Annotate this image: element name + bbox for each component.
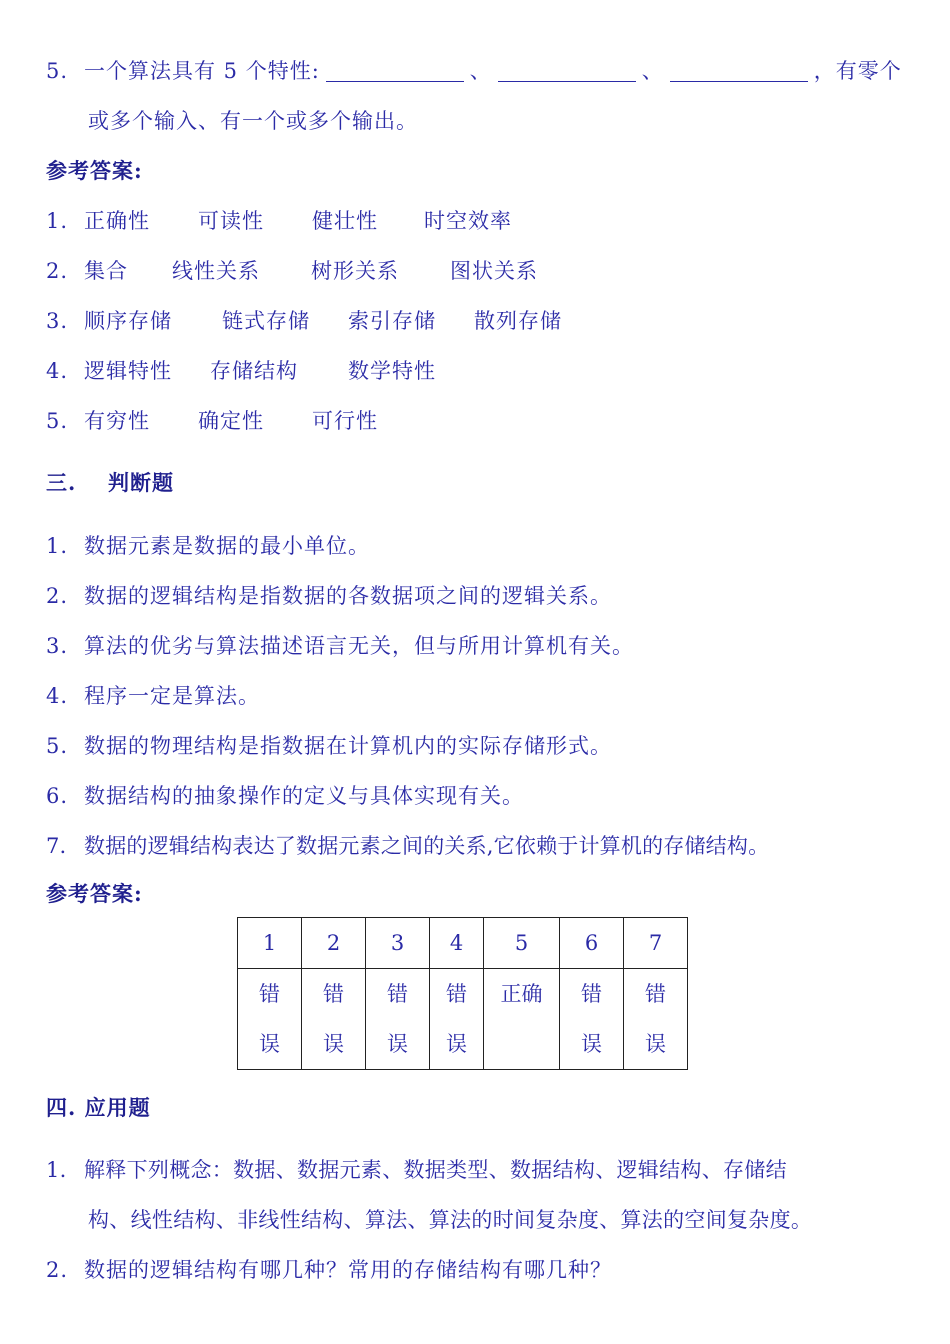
- answer-table-header: 1: [238, 918, 302, 969]
- question-text: 数据的逻辑结构是指数据的各数据项之间的逻辑关系。: [84, 584, 612, 608]
- answer-item: 可行性: [312, 409, 378, 433]
- question-number: 2.: [46, 1258, 69, 1282]
- question-text: 数据的逻辑结构有哪几种？常用的存储结构有哪几种？: [84, 1258, 612, 1282]
- answer-table-header-row: [238, 918, 688, 969]
- answer-row: [46, 406, 378, 436]
- judge-question: [46, 631, 634, 661]
- answer-item: 散列存储: [474, 309, 562, 333]
- question-number: 4.: [46, 684, 69, 708]
- answer-item: 顺序存储: [84, 309, 172, 333]
- answer-table-cell: [624, 969, 688, 1070]
- answer-item: 树形关系: [311, 259, 399, 283]
- answer-value: 错误: [259, 982, 280, 1056]
- section-title: 判断题: [108, 470, 174, 495]
- separator: 、: [641, 59, 664, 83]
- fill-blank-q5-cont: 或多个输入、有一个或多个输出。: [88, 109, 418, 133]
- answer-table-cell: [238, 969, 302, 1070]
- answer-row: [46, 206, 512, 236]
- section-heading-judge: [46, 468, 174, 498]
- answer-item: 健壮性: [312, 209, 378, 233]
- answer-item: 存储结构: [210, 359, 298, 383]
- answer-item: 数学特性: [348, 359, 436, 383]
- answer-value: 错误: [446, 982, 467, 1056]
- question-text: 数据的逻辑结构表达了数据元素之间的关系,它依赖于计算机的存储结构。: [84, 834, 770, 858]
- answer-table-cell: [366, 969, 430, 1070]
- section-heading-apply: 四. 应用题: [46, 1095, 151, 1120]
- answer-table-header: 6: [560, 918, 624, 969]
- question-number: 1.: [46, 534, 69, 558]
- answer-table: [237, 917, 688, 1070]
- judge-question: [46, 581, 612, 611]
- answer-value: 错误: [581, 982, 602, 1056]
- question-text: 算法的优劣与算法描述语言无关，但与所用计算机有关。: [84, 634, 634, 658]
- question-text-tail: ，有零个: [813, 59, 902, 83]
- answer-blank: [498, 61, 636, 82]
- answer-table-cell: [484, 969, 560, 1070]
- answer-row: [46, 306, 562, 336]
- question-number: 3.: [46, 634, 69, 658]
- answer-table-cell: [302, 969, 366, 1070]
- answer-item: 集合: [84, 259, 128, 283]
- question-text: 一个算法具有 5 个特性:: [84, 59, 320, 83]
- apply-question-cont: 构、线性结构、非线性结构、算法、算法的时间复杂度、算法的空间复杂度。: [88, 1208, 813, 1232]
- answer-value: 错误: [387, 982, 408, 1056]
- judge-question: [46, 681, 260, 711]
- answer-value: 正确: [500, 982, 543, 1006]
- answer-number: 2.: [46, 259, 69, 283]
- answer-table-header: 7: [624, 918, 688, 969]
- question-number: 7.: [46, 834, 67, 858]
- question-text: 数据结构的抽象操作的定义与具体实现有关。: [84, 784, 524, 808]
- answer-row: [46, 256, 538, 286]
- answer-item: 逻辑特性: [84, 359, 172, 383]
- judge-question: [46, 781, 524, 811]
- answer-item: 时空效率: [424, 209, 512, 233]
- answer-item: 链式存储: [222, 309, 310, 333]
- question-text: 数据元素是数据的最小单位。: [84, 534, 370, 558]
- answer-table-header: 3: [366, 918, 430, 969]
- answer-number: 3.: [46, 309, 69, 333]
- answer-value: 错误: [323, 982, 344, 1056]
- question-text: 解释下列概念：数据、数据元素、数据类型、数据结构、逻辑结构、存储结: [84, 1158, 787, 1182]
- judge-question: [46, 731, 612, 761]
- section-number: 三.: [46, 470, 77, 495]
- question-number: 5.: [46, 734, 69, 758]
- answer-heading: 参考答案:: [46, 881, 143, 906]
- answer-number: 5.: [46, 409, 69, 433]
- judge-question: [46, 531, 370, 561]
- apply-question: [46, 1155, 787, 1185]
- answer-table-header: 4: [430, 918, 484, 969]
- separator: 、: [469, 59, 492, 83]
- answer-item: 有穷性: [84, 409, 150, 433]
- question-text: 程序一定是算法。: [84, 684, 260, 708]
- answer-table-header: 5: [484, 918, 560, 969]
- answer-blank: [326, 61, 464, 82]
- answer-heading: 参考答案:: [46, 158, 143, 183]
- answer-blank: [670, 61, 808, 82]
- answer-table-value-row: [238, 969, 688, 1070]
- answer-row: [46, 356, 436, 386]
- answer-value: 错误: [645, 982, 666, 1056]
- question-text: 数据的物理结构是指数据在计算机内的实际存储形式。: [84, 734, 612, 758]
- answer-item: 可读性: [198, 209, 264, 233]
- answer-table-cell: [430, 969, 484, 1070]
- fill-blank-q5: [46, 56, 902, 86]
- answer-number: 1.: [46, 209, 69, 233]
- answer-table-cell: [560, 969, 624, 1070]
- answer-number: 4.: [46, 359, 69, 383]
- question-number: 5.: [46, 59, 69, 83]
- question-number: 1.: [46, 1158, 67, 1182]
- judge-question: [46, 831, 769, 861]
- answer-item: 正确性: [84, 209, 150, 233]
- answer-item: 索引存储: [348, 309, 436, 333]
- answer-item: 图状关系: [450, 259, 538, 283]
- answer-item: 确定性: [198, 409, 264, 433]
- answer-item: 线性关系: [172, 259, 260, 283]
- question-number: 2.: [46, 584, 69, 608]
- apply-question: [46, 1255, 612, 1285]
- question-number: 6.: [46, 784, 69, 808]
- answer-table-header: 2: [302, 918, 366, 969]
